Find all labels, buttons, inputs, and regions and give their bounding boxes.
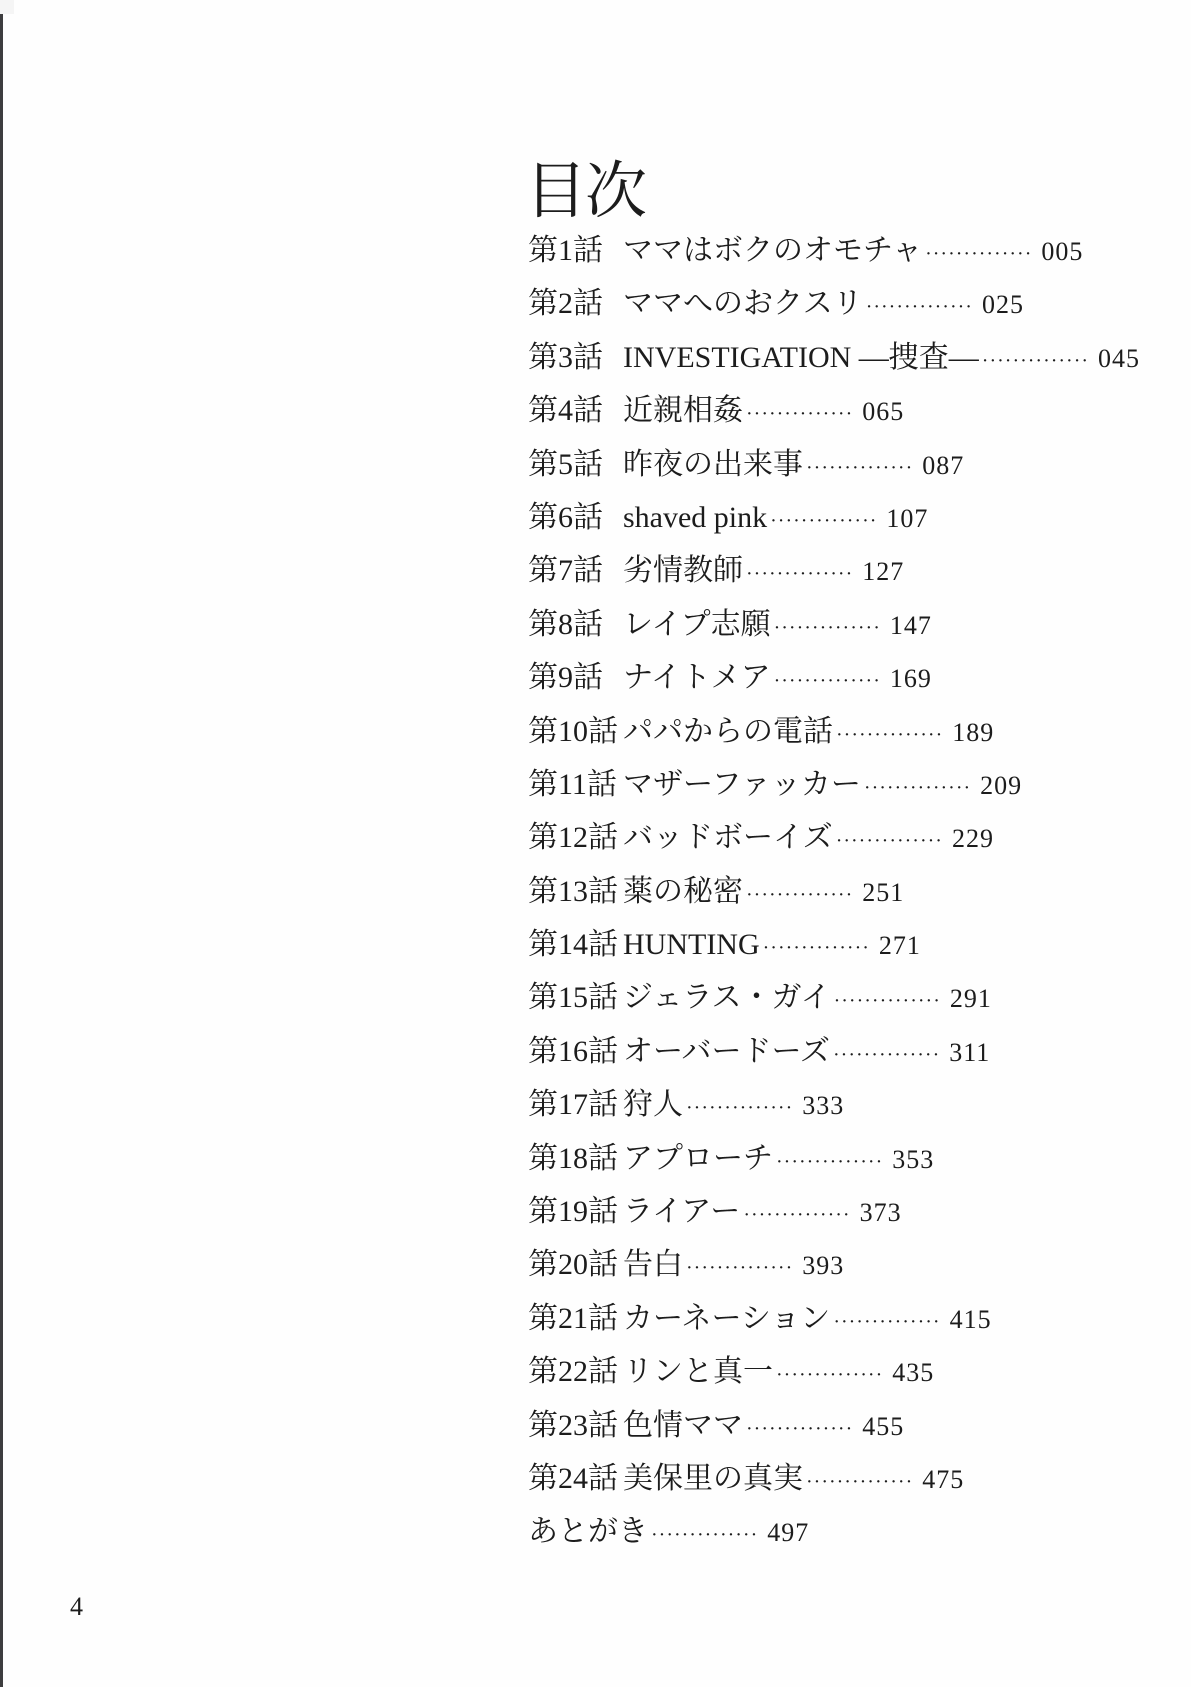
toc-entry-label: 第6話 — [528, 500, 603, 534]
toc-entry-page: 373 — [859, 1198, 902, 1228]
toc-entry-title: shaved pink — [623, 500, 768, 534]
toc-entry-label: 第18話 — [528, 1141, 618, 1175]
toc-entry-label: 第21話 — [528, 1301, 618, 1335]
toc-entry-page: 497 — [767, 1518, 810, 1548]
toc-entry-page: 025 — [981, 290, 1024, 320]
toc-entry-title: ママはボクのオモチャ — [623, 234, 923, 267]
toc-entry-page: 229 — [951, 824, 994, 854]
toc-entry-page: 291 — [949, 984, 992, 1014]
toc-leader-dots: ·············· — [746, 1417, 854, 1440]
toc-leader-dots: ·············· — [833, 1043, 941, 1066]
toc-entry-label: 第5話 — [528, 447, 603, 481]
toc-entry-label: 第17話 — [528, 1088, 618, 1122]
toc-entry-title: 薬の秘密 — [623, 874, 743, 908]
toc-entry-page: 087 — [922, 450, 965, 480]
toc-entry-label: 第11話 — [528, 767, 617, 801]
toc-entry — [528, 438, 1140, 491]
toc-entry-label: 第15話 — [528, 981, 618, 1015]
toc-entry-label: 第16話 — [528, 1034, 618, 1068]
toc-entry-label: 第9話 — [528, 661, 603, 695]
toc-entry-label: 第20話 — [528, 1248, 618, 1282]
toc-entry-label: 第22話 — [528, 1355, 618, 1389]
toc-entry — [528, 865, 1140, 918]
toc-leader-dots: ·············· — [836, 723, 944, 746]
toc-entry-label: 第2話 — [528, 287, 603, 321]
toc-entry-page: 005 — [1041, 237, 1084, 266]
toc-entry — [528, 1345, 1140, 1398]
toc-entry-page: 127 — [862, 557, 905, 587]
toc-entry — [528, 1025, 1140, 1078]
toc-entry-title: 告白 — [623, 1248, 683, 1282]
toc-entry — [528, 758, 1140, 811]
folio-page-number: 4 — [70, 1592, 83, 1621]
toc-entry — [528, 277, 1140, 330]
toc-entry-title: 昨夜の出来事 — [623, 447, 803, 481]
toc-entry — [528, 1399, 1140, 1452]
toc-leader-dots: ·············· — [746, 883, 854, 906]
toc-entry — [528, 651, 1140, 704]
toc-entry — [528, 544, 1140, 597]
toc-entry-label: 第23話 — [528, 1408, 618, 1442]
toc-entry-title: リンと真一 — [623, 1355, 773, 1389]
toc-entry-title: 美保里の真実 — [623, 1461, 803, 1495]
toc-entry-title: 色情ママ — [623, 1408, 743, 1442]
toc-entry-label: 第24話 — [528, 1461, 618, 1495]
toc-entry — [528, 331, 1140, 384]
toc-entry-title: HUNTING — [623, 928, 760, 962]
toc-leader-dots: ·············· — [776, 1150, 884, 1173]
toc-leader-dots: ·············· — [773, 616, 881, 639]
toc-leader-dots: ·············· — [981, 349, 1090, 372]
toc-leader-dots: ·············· — [773, 670, 881, 693]
toc-entry-title: アプローチ — [623, 1141, 773, 1175]
toc-entry — [528, 491, 1140, 544]
toc-entry-title: INVESTIGATION —捜査— — [623, 340, 979, 374]
toc-entry-label: 第7話 — [528, 554, 603, 588]
toc-leader-dots: ·············· — [686, 1097, 794, 1120]
toc-entry-title: ライアー — [623, 1195, 741, 1229]
toc-leader-dots: ·············· — [651, 1524, 759, 1547]
toc-entry-title: ママへのおクスリ — [623, 287, 863, 321]
toc-entry-page: 475 — [922, 1464, 965, 1494]
toc-entry-page: 045 — [1098, 343, 1141, 373]
page-title: 目次 — [525, 157, 646, 226]
toc-entry-label: 第3話 — [528, 340, 603, 374]
toc-entry-label: 第10話 — [528, 714, 618, 748]
toc-leader-dots: ·············· — [833, 990, 941, 1013]
toc-entry-page: 353 — [892, 1144, 935, 1174]
toc-entry — [528, 1078, 1140, 1131]
toc-entry-page: 415 — [949, 1304, 992, 1334]
toc-entry-title: 狩人 — [623, 1088, 683, 1122]
toc-entry-title: バッドボーイズ — [623, 821, 833, 855]
toc-leader-dots: ·············· — [743, 1204, 851, 1227]
toc-leader-dots: ·············· — [746, 403, 854, 426]
toc-leader-dots: ·············· — [835, 830, 943, 853]
toc-entry — [528, 1292, 1140, 1345]
toc-leader-dots: ·············· — [770, 509, 878, 532]
toc-entry-title: ジェラス・ガイ — [623, 981, 831, 1015]
toc-leader-dots: ·············· — [865, 296, 973, 319]
toc-entry-title: オーバードーズ — [623, 1034, 830, 1068]
toc-entry-label: 第19話 — [528, 1195, 618, 1229]
toc-entry-page: 107 — [886, 503, 929, 533]
toc-entry — [528, 384, 1140, 437]
toc-entry — [528, 1238, 1140, 1291]
toc-entry-title: マザーファッカー — [623, 767, 861, 801]
toc-entry — [528, 1505, 1140, 1558]
toc-leader-dots: ·············· — [762, 937, 870, 960]
toc-entry-label: 第4話 — [528, 394, 603, 428]
toc-entry-page: 393 — [802, 1251, 845, 1281]
toc-entry — [528, 971, 1140, 1024]
toc-leader-dots: ·············· — [746, 563, 854, 586]
toc-entry-page: 311 — [949, 1037, 991, 1067]
toc-entry-page: 169 — [889, 664, 932, 694]
toc-entry-label: 第1話 — [528, 234, 603, 267]
toc-entry-page: 147 — [889, 610, 932, 640]
toc-entry-page: 251 — [862, 877, 905, 907]
toc-entry-title: あとがき — [528, 1515, 648, 1549]
toc-list — [528, 224, 1140, 1559]
toc-entry-page: 189 — [952, 717, 995, 747]
toc-leader-dots: ·············· — [686, 1257, 794, 1280]
toc-entry-title: 劣情教師 — [623, 554, 743, 588]
toc-entry — [528, 1452, 1140, 1505]
toc-entry-page: 065 — [862, 397, 905, 427]
toc-entry-label: 第12話 — [528, 821, 618, 855]
toc-leader-dots: ·············· — [806, 456, 914, 479]
toc-entry-title: レイプ志願 — [623, 607, 771, 641]
toc-entry-title: カーネーション — [623, 1301, 831, 1335]
toc-entry-title: ナイトメア — [623, 661, 771, 695]
toc-entry — [528, 1132, 1140, 1185]
toc-entry-title: 近親相姦 — [623, 394, 743, 428]
toc-entry-title: パパからの電話 — [623, 714, 833, 748]
toc-entry — [528, 918, 1140, 971]
toc-leader-dots: ·············· — [925, 243, 1033, 265]
toc-entry — [528, 811, 1140, 864]
toc-entry-page: 271 — [878, 931, 921, 961]
toc-leader-dots: ·············· — [806, 1470, 914, 1493]
scan-corner-artifact — [0, 0, 14, 14]
toc-entry-page: 435 — [892, 1358, 935, 1388]
toc-entry — [528, 1185, 1140, 1238]
toc-leader-dots: ·············· — [833, 1310, 941, 1333]
toc-entry-page: 209 — [980, 770, 1023, 800]
toc-entry — [528, 224, 1140, 277]
toc-entry-page: 333 — [802, 1091, 845, 1121]
toc-entry — [528, 598, 1140, 651]
toc-entry-label: 第13話 — [528, 874, 618, 908]
scan-left-edge-bar — [0, 0, 3, 1687]
toc-entry-label: 第14話 — [528, 928, 618, 962]
toc-leader-dots: ·············· — [776, 1364, 884, 1387]
toc-entry-page: 455 — [862, 1411, 905, 1441]
toc-leader-dots: ·············· — [863, 776, 972, 799]
toc-entry — [528, 705, 1140, 758]
toc-entry-label: 第8話 — [528, 607, 603, 641]
